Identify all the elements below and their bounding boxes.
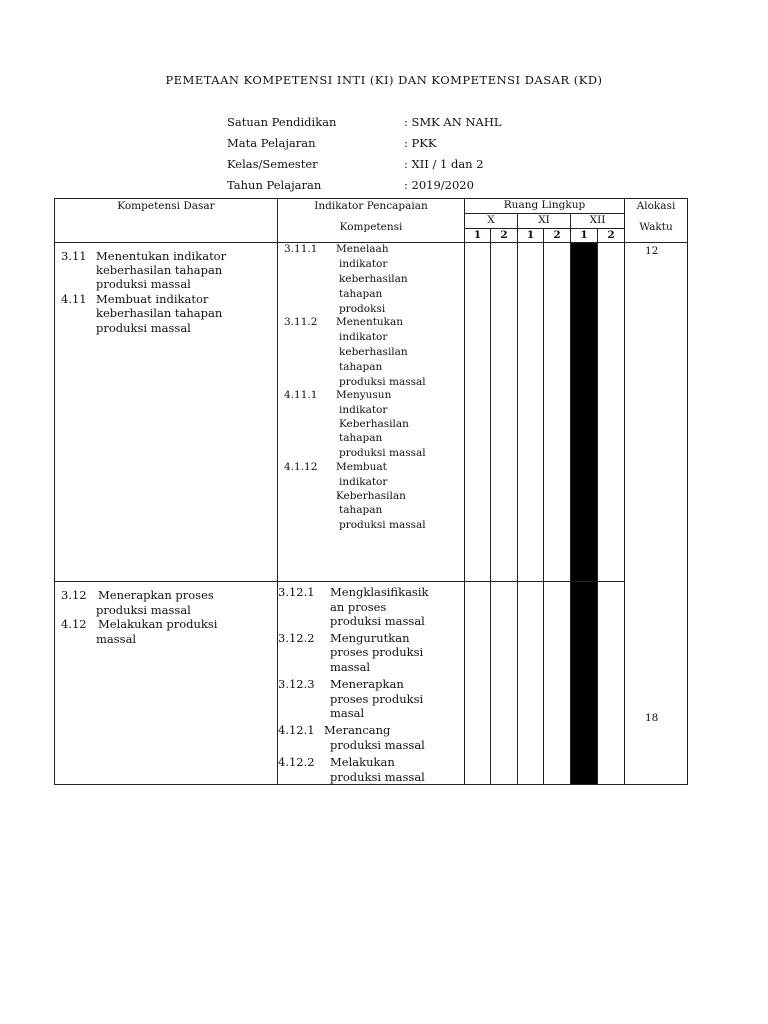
ipk-text: Menentukan [336,316,404,328]
header-waktu: Waktu [639,221,673,233]
ipk-text: produksi massal [339,447,426,459]
row-divider [54,581,624,582]
header-ruang-lingkup: Ruang Lingkup [503,199,586,211]
ipk-number: 4.12.1 [278,723,315,737]
ipk-number: 4.11.1 [284,389,318,401]
info-label-satuan: Satuan Pendidikan [227,115,337,129]
ipk-number: 3.11.2 [284,316,318,328]
ipk-text: Mengurutkan [330,631,410,645]
ipk-number: 4.1.12 [284,461,318,473]
kd-number: 3.12 [61,588,87,602]
ipk-text: produksi massal [330,738,425,752]
col-divider [517,213,518,785]
ipk-text: Keberhasilan [336,490,406,502]
table-border-left [54,198,55,785]
ipk-number: 4.12.2 [278,755,315,769]
ipk-text: produksi massal [339,519,426,531]
header-semester: 2 [500,229,508,241]
kd-text: Menentukan indikator [96,249,227,263]
ipk-text: Menelaah [336,243,389,255]
ipk-text: keberhasilan [339,273,408,285]
info-value-mapel: : PKK [404,136,437,150]
ipk-text: produksi massal [339,376,426,388]
ipk-text: tahapan [339,288,383,300]
ipk-text: indikator [339,258,388,270]
ipk-text: indikator [339,476,388,488]
info-value-tahun: : 2019/2020 [404,178,474,192]
ipk-text: Merancang [324,723,391,737]
alokasi-value: 18 [645,712,659,724]
header-grade-xii: XII [589,214,606,226]
header-alokasi: Alokasi [636,200,676,212]
ipk-text: massal [330,660,371,674]
ipk-number: 3.11.1 [284,243,318,255]
col-divider [597,228,598,785]
ipk-text: proses produksi [330,692,424,706]
ipk-text: an proses [330,600,387,614]
ipk-number: 3.12.3 [278,677,315,691]
kd-number: 4.12 [61,617,87,631]
kd-text: Menerapkan proses [98,588,214,602]
col-divider [543,228,544,785]
header-semester: 2 [553,229,561,241]
header-indikator: Indikator Pencapaian [314,200,428,212]
ipk-text: prodoksi [339,303,386,315]
ipk-text: indikator [339,404,388,416]
ipk-text: indikator [339,331,388,343]
header-grade-x: X [487,214,495,226]
kd-text: produksi massal [96,277,191,291]
col-divider [464,198,465,785]
info-value-kelas: : XII / 1 dan 2 [404,157,484,171]
ipk-text: Melakukan [330,755,395,769]
ipk-text: Menerapkan [330,677,404,691]
shaded-column-xii-1 [571,243,597,784]
kd-text: produksi massal [96,321,191,335]
ipk-text: proses produksi [330,645,424,659]
ipk-text: tahapan [339,432,383,444]
ipk-text: masal [330,706,365,720]
kd-text: keberhasilan tahapan [96,263,223,277]
header-indikator-2: Kompetensi [339,221,403,233]
ipk-text: produksi massal [330,770,425,784]
ipk-text: Menyusun [336,389,392,401]
ipk-text: keberhasilan [339,346,408,358]
ipk-text: produksi massal [330,614,425,628]
col-divider [570,213,571,785]
kd-text: produksi massal [96,603,191,617]
alokasi-value: 12 [645,245,659,257]
table-border-right [687,198,688,785]
info-value-satuan: : SMK AN NAHL [404,115,502,129]
info-label-mapel: Mata Pelajaran [227,136,316,150]
kd-number: 3.11 [61,249,87,263]
header-kompetensi-dasar: Kompetensi Dasar [117,200,215,212]
kd-number: 4.11 [61,292,87,306]
kd-text: keberhasilan tahapan [96,306,223,320]
header-semester: 1 [473,229,482,241]
page-title: PEMETAAN KOMPETENSI INTI (KI) DAN KOMPETENSI DASAR (KD) [165,73,603,87]
col-divider [624,198,625,785]
ipk-text: Membuat [336,461,387,473]
info-label-tahun: Tahun Pelajaran [227,178,322,192]
col-divider [490,228,491,785]
ipk-text: Mengklasifikasik [330,585,429,599]
ipk-text: Keberhasilan [339,418,409,430]
col-divider [277,198,278,785]
header-semester: 2 [607,229,615,241]
kd-text: Membuat indikator [96,292,209,306]
header-semester: 1 [580,229,588,241]
info-label-kelas: Kelas/Semester [227,157,318,171]
ipk-number: 3.12.2 [278,631,315,645]
header-semester: 1 [526,229,535,241]
kd-text: massal [96,632,137,646]
header-grade-xi: XI [538,214,550,226]
kd-text: Melakukan produksi [98,617,218,631]
ipk-text: tahapan [339,361,383,373]
ipk-text: tahapan [339,504,383,516]
ipk-number: 3.12.1 [278,585,315,599]
